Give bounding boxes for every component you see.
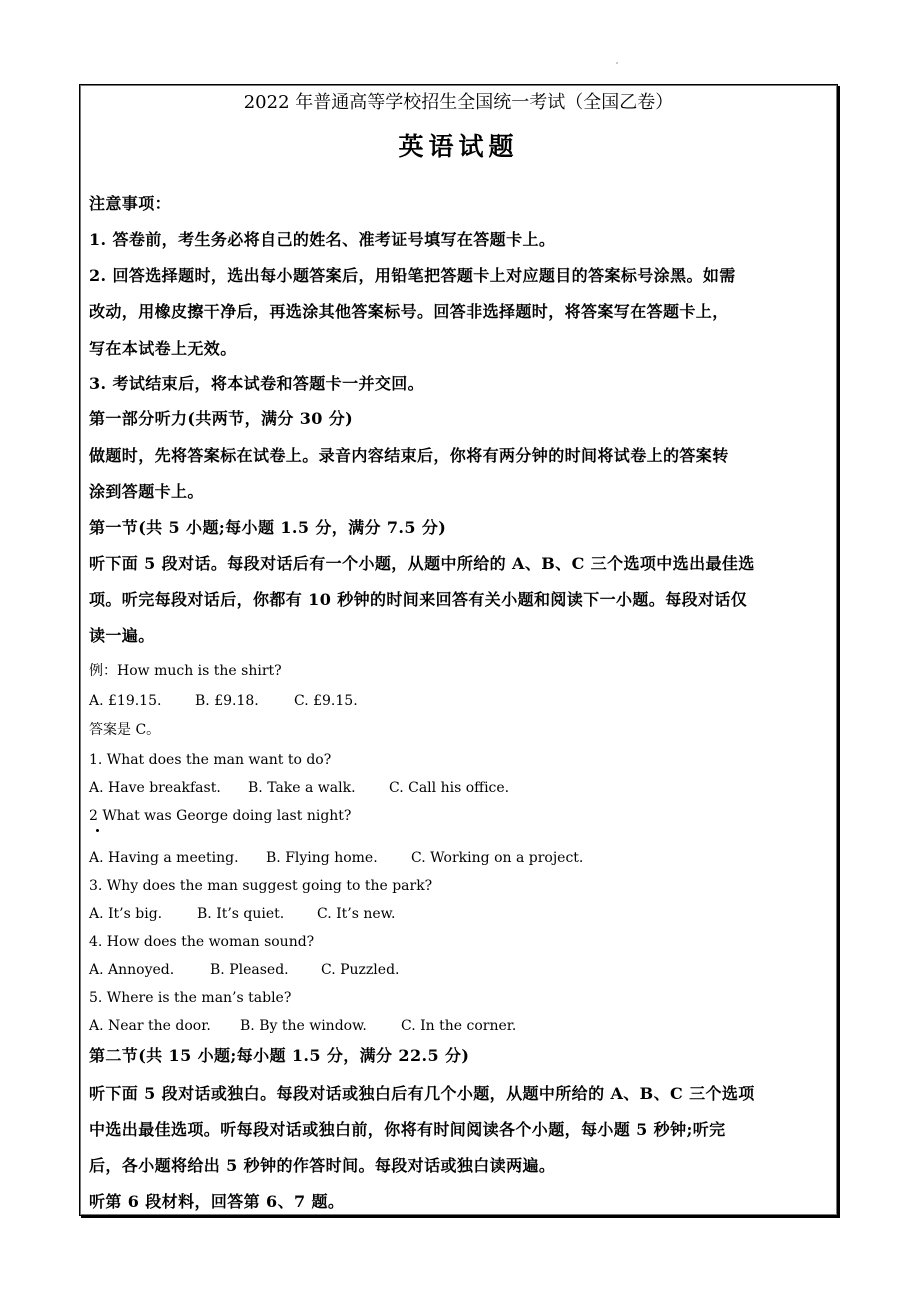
- q5-option-a: A. Near the door.: [89, 1018, 211, 1034]
- notice-heading: 注意事项：: [89, 194, 172, 213]
- q1-option-b: B. Take a walk.: [248, 780, 356, 796]
- notice-item-2-line-1: 2. 回答选择题时，选出每小题答案后，用铅笔把答题卡上对应题目的答案标号涂黑。如需: [89, 266, 736, 285]
- part1-instruction-line-1: 做题时，先将答案标在试卷上。录音内容结束后，你将有两分钟的时间将试卷上的答案转: [89, 446, 729, 465]
- scan-dot: [616, 62, 618, 64]
- stray-dot: [96, 829, 99, 832]
- part1-heading: 第一部分听力(共两节，满分 30 分): [89, 409, 354, 428]
- section1-heading: 第一节(共 5 小题;每小题 1.5 分，满分 7.5 分): [89, 518, 447, 537]
- section2-instruction-line-3: 后，各小题将给出 5 秒钟的作答时间。每段对话或独白读两遍。: [89, 1156, 556, 1175]
- section2-heading: 第二节(共 15 小题;每小题 1.5 分，满分 22.5 分): [89, 1046, 470, 1065]
- section2-instruction-line-1: 听下面 5 段对话或独白。每段对话或独白后有几个小题，从题中所给的 A、B、C 三个选项: [89, 1084, 755, 1103]
- question-5: 5. Where is the man’s table?: [89, 990, 292, 1006]
- q4-option-a: A. Annoyed.: [89, 962, 175, 978]
- subject-title: 英语试题: [398, 132, 519, 161]
- example-option-a: A. £19.15.: [89, 693, 162, 709]
- section1-instruction-line-1: 听下面 5 段对话。每段对话后有一个小题，从题中所给的 A、B、C 三个选项中选出最佳选: [89, 554, 755, 573]
- q2-option-a: A. Having a meeting.: [89, 850, 239, 866]
- part1-instruction-line-2: 涂到答题卡上。: [89, 482, 204, 501]
- exam-title: 2022 年普通高等学校招生全国统一考试（全国乙卷）: [243, 92, 674, 113]
- q3-option-a: A. It’s big.: [89, 906, 163, 922]
- q5-option-b: B. By the window.: [240, 1018, 367, 1034]
- notice-item-2-line-3: 写在本试卷上无效。: [89, 339, 237, 358]
- q2-option-b: B. Flying home.: [266, 850, 378, 866]
- section2-instruction-line-2: 中选出最佳选项。听每段对话或独白前，你将有时间阅读各个小题，每小题 5 秒钟;听完: [89, 1120, 726, 1139]
- question-1: 1. What does the man want to do?: [89, 752, 332, 768]
- notice-item-1: 1. 答卷前，考生务必将自己的姓名、准考证号填写在答题卡上。: [89, 230, 556, 249]
- section1-instruction-line-3: 读一遍。: [89, 626, 155, 645]
- example-option-b: B. £9.18.: [195, 693, 259, 709]
- material-6-instruction: 听第 6 段材料，回答第 6、7 题。: [89, 1192, 345, 1211]
- q3-option-b: B. It’s quiet.: [197, 906, 285, 922]
- section1-instruction-line-2: 项。听完每段对话后，你都有 10 秒钟的时间来回答有关小题和阅读下一小题。每段对话仅: [89, 590, 748, 609]
- example-option-c: C. £9.15.: [294, 693, 358, 709]
- q1-option-a: A. Have breakfast.: [89, 780, 221, 796]
- q3-option-c: C. It’s new.: [317, 906, 396, 922]
- notice-item-2-line-2: 改动，用橡皮擦干净后，再选涂其他答案标号。回答非选择题时，将答案写在答题卡上，: [89, 302, 729, 321]
- example-question: 例：How much is the shirt?: [89, 663, 282, 679]
- question-2: 2 What was George doing last night?: [89, 808, 352, 824]
- q1-option-c: C. Call his office.: [389, 780, 510, 796]
- question-4: 4. How does the woman sound?: [89, 934, 315, 950]
- example-answer: 答案是 C。: [89, 722, 161, 738]
- q5-option-c: C. In the corner.: [401, 1018, 517, 1034]
- q2-option-c: C. Working on a project.: [411, 850, 584, 866]
- notice-item-3: 3. 考试结束后，将本试卷和答题卡一并交回。: [89, 374, 425, 393]
- question-3: 3. Why does the man suggest going to the park?: [89, 878, 433, 894]
- q4-option-c: C. Puzzled.: [321, 962, 400, 978]
- q4-option-b: B. Pleased.: [210, 962, 289, 978]
